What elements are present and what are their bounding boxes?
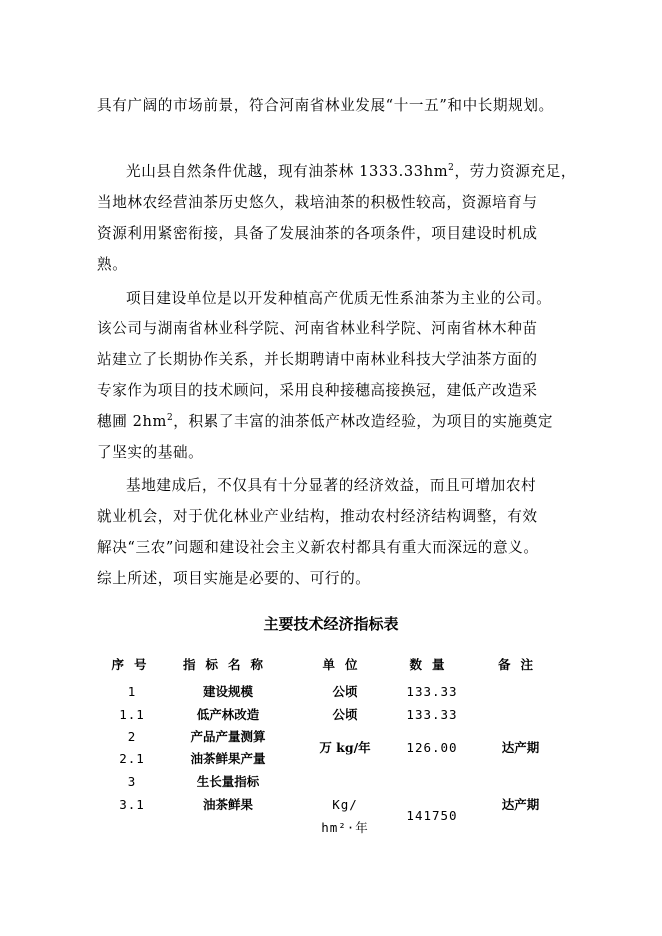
paragraph-2-line-1: 项目建设单位是以开发种植高产优质无性系油茶为主业的公司。 <box>126 290 552 307</box>
row-2-name: 产品产量测算 <box>190 729 266 744</box>
header-name: 指标名称 <box>182 657 273 672</box>
row-2-1-name: 油茶鲜果产量 <box>190 751 266 766</box>
header-unit: 单位 <box>322 657 368 672</box>
row-1-quantity: 133.33 <box>406 684 458 699</box>
paragraph-2-line-2: 该公司与湖南省林业科学院、河南省林业科学院、河南省林木种苗 <box>97 320 538 337</box>
row-2-1-index: 2.1 <box>119 751 145 766</box>
intro-tail-line: 具有广阔的市场前景，符合河南省林业发展“十一五”和中长期规划。 <box>97 97 554 114</box>
row-3-index: 3 <box>127 774 137 789</box>
paragraph-2-line-4: 专家作为项目的技术顾问，采用良种接穗高接换冠，建低产改造采 <box>97 382 538 399</box>
paragraph-1-line-3: 资源利用紧密衔接，具备了发展油茶的各项条件，项目建设时机成 <box>97 225 538 242</box>
row-2-quantity: 126.00 <box>406 740 458 755</box>
row-1-1-name: 低产林改造 <box>196 707 260 722</box>
paragraph-3-line-1: 基地建成后，不仅具有十分显著的经济效益，而且可增加农村 <box>126 477 537 494</box>
row-3-1-note: 达产期 <box>501 797 540 812</box>
header-note: 备注 <box>497 657 543 672</box>
row-1-1-unit: 公顷 <box>332 707 358 722</box>
row-2-unit: 万 kg/年 <box>319 740 371 755</box>
paragraph-2-line-6: 了坚实的基础。 <box>97 444 204 461</box>
table-title: 主要技术经济指标表 <box>263 615 399 633</box>
row-3-1-index: 3.1 <box>119 797 145 812</box>
header-quantity: 数量 <box>409 657 455 672</box>
row-3-1-quantity: 141750 <box>406 808 458 823</box>
row-1-unit: 公顷 <box>332 684 358 699</box>
row-3-1-unit-line-1: Kg/ <box>332 797 358 812</box>
row-1-1-index: 1.1 <box>119 707 145 722</box>
paragraph-1-line-1: 光山县自然条件优越，现有油茶林 $1333.33hm^2$，劳力资源充足， <box>126 163 577 180</box>
header-index: 序号 <box>111 657 157 672</box>
paragraph-2-line-3: 站建立了长期协作关系，并长期聘请中南林业科技大学油茶方面的 <box>97 351 538 368</box>
row-1-index: 1 <box>127 684 137 699</box>
row-3-1-name: 油茶鲜果 <box>202 797 253 812</box>
row-2-index: 2 <box>127 729 137 744</box>
paragraph-1-line-4: 熟。 <box>97 256 128 273</box>
paragraph-3-line-4: 综上所述，项目实施是必要的、可行的。 <box>97 570 371 587</box>
paragraph-3-line-3: 解决“三农”问题和建设社会主义新农村都具有重大而深远的意义。 <box>97 539 539 556</box>
paragraph-3-line-2: 就业机会，对于优化林业产业结构，推动农村经济结构调整，有效 <box>97 508 538 525</box>
row-3-1-unit-line-2: hm²·年 <box>321 820 369 835</box>
row-2-note: 达产期 <box>501 740 540 755</box>
row-1-name: 建设规模 <box>202 684 253 699</box>
paragraph-1-line-2: 当地林农经营油茶历史悠久，栽培油茶的积极性较高，资源培育与 <box>97 194 538 211</box>
row-1-1-quantity: 133.33 <box>406 707 458 722</box>
paragraph-2-line-5: 穗圃 $2hm^2$，积累了丰富的油茶低产林改造经验，为项目的实施奠定 <box>97 413 554 430</box>
row-3-name: 生长量指标 <box>196 774 260 789</box>
